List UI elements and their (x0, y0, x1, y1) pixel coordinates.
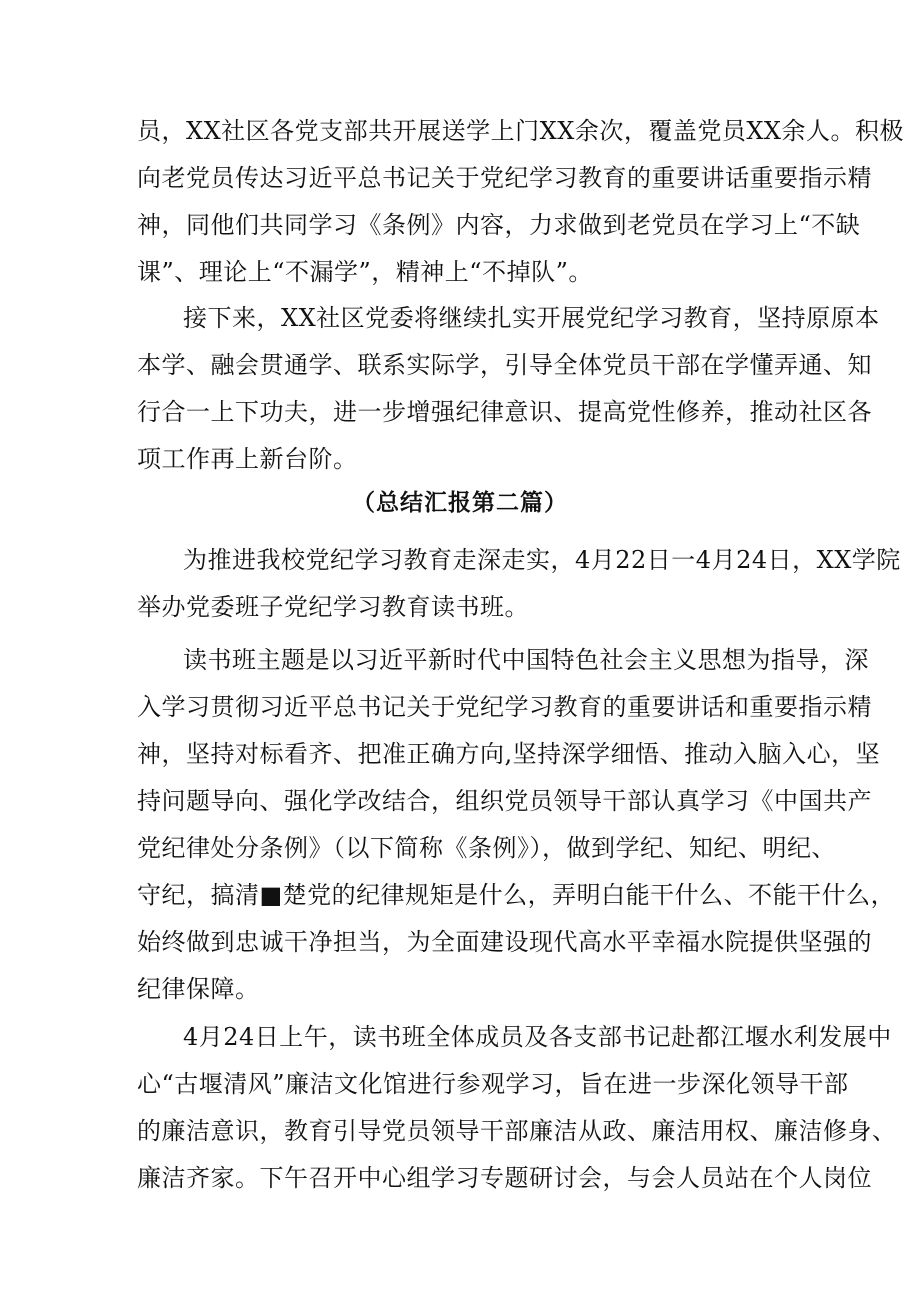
section-heading: （总结汇报第二篇） (352, 490, 568, 516)
text-line: 课”、理论上“不漏学”，精神上“不掉队”。 (137, 258, 593, 286)
text-line: 始终做到忠诚干净担当，为全面建设现代高水平幸福水院提供坚强的 (137, 928, 872, 956)
text-line: 的廉洁意识，教育引导党员领导干部廉洁从政、廉洁用权、廉洁修身、 (137, 1117, 897, 1145)
text-line: 为推进我校党纪学习教育走深走实，4月22日一4月24日，XX学院 (183, 546, 901, 574)
text-line: 行合一上下功夫，进一步增强纪律意识、提高党性修养，推动社区各 (137, 398, 872, 426)
text-line: 举办党委班子党纪学习教育读书班。 (137, 593, 529, 621)
paragraph-3 (137, 537, 901, 631)
text-line: 神，坚持对标看齐、把准正确方向,坚持深学细悟、推动入脑入心，坚 (137, 740, 881, 768)
text-line: 员，XX社区各党支部共开展送学上门XX余次，覆盖党员XX余人。积极 (137, 117, 905, 145)
text-line: 4月24日上午，读书班全体成员及各支部书记赴都江堰水利发展中 (183, 1023, 892, 1051)
text-line: 向老党员传达习近平总书记关于党纪学习教育的重要讲话重要指示精 (137, 164, 872, 192)
text-line: 廉洁齐家。下午召开中心组学习专题研讨会，与会人员站在个人岗位 (137, 1164, 872, 1192)
text-line: 持问题导向、强化学改结合，组织党员领导干部认真学习《中国共产 (137, 787, 872, 815)
paragraph-2 (137, 295, 880, 483)
text-line: 入学习贯彻习近平总书记关于党纪学习教育的重要讲话和重要指示精 (137, 693, 872, 721)
text-line: 党纪律处分条例》（以下简称《条例》），做到学纪、知纪、明纪、 (137, 834, 836, 862)
text-line: 读书班主题是以习近平新时代中国特色社会主义思想为指导，深 (183, 646, 869, 674)
text-line: 接下来，XX社区党委将继续扎实开展党纪学习教育，坚持原原本 (183, 304, 880, 332)
paragraph-5 (137, 1014, 897, 1202)
text-line: 心“古堰清风”廉洁文化馆进行参观学习，旨在进一步深化领导干部 (137, 1070, 849, 1098)
paragraph-4 (137, 637, 896, 1013)
text-line: 纪律保障。 (137, 975, 260, 1003)
text-line: 项工作再上新台阶。 (137, 445, 358, 473)
text-line: 本学、融会贯通学、联系实际学，引导全体党员干部在学懂弄通、知 (137, 351, 872, 379)
paragraph-1 (137, 108, 905, 296)
text-line: 神，同他们共同学习《条例》内容，力求做到老党员在学习上“不缺 (137, 211, 861, 239)
text-line: 守纪，搞清■楚党的纪律规矩是什么，弄明白能干什么、不能干什么， (137, 881, 896, 909)
